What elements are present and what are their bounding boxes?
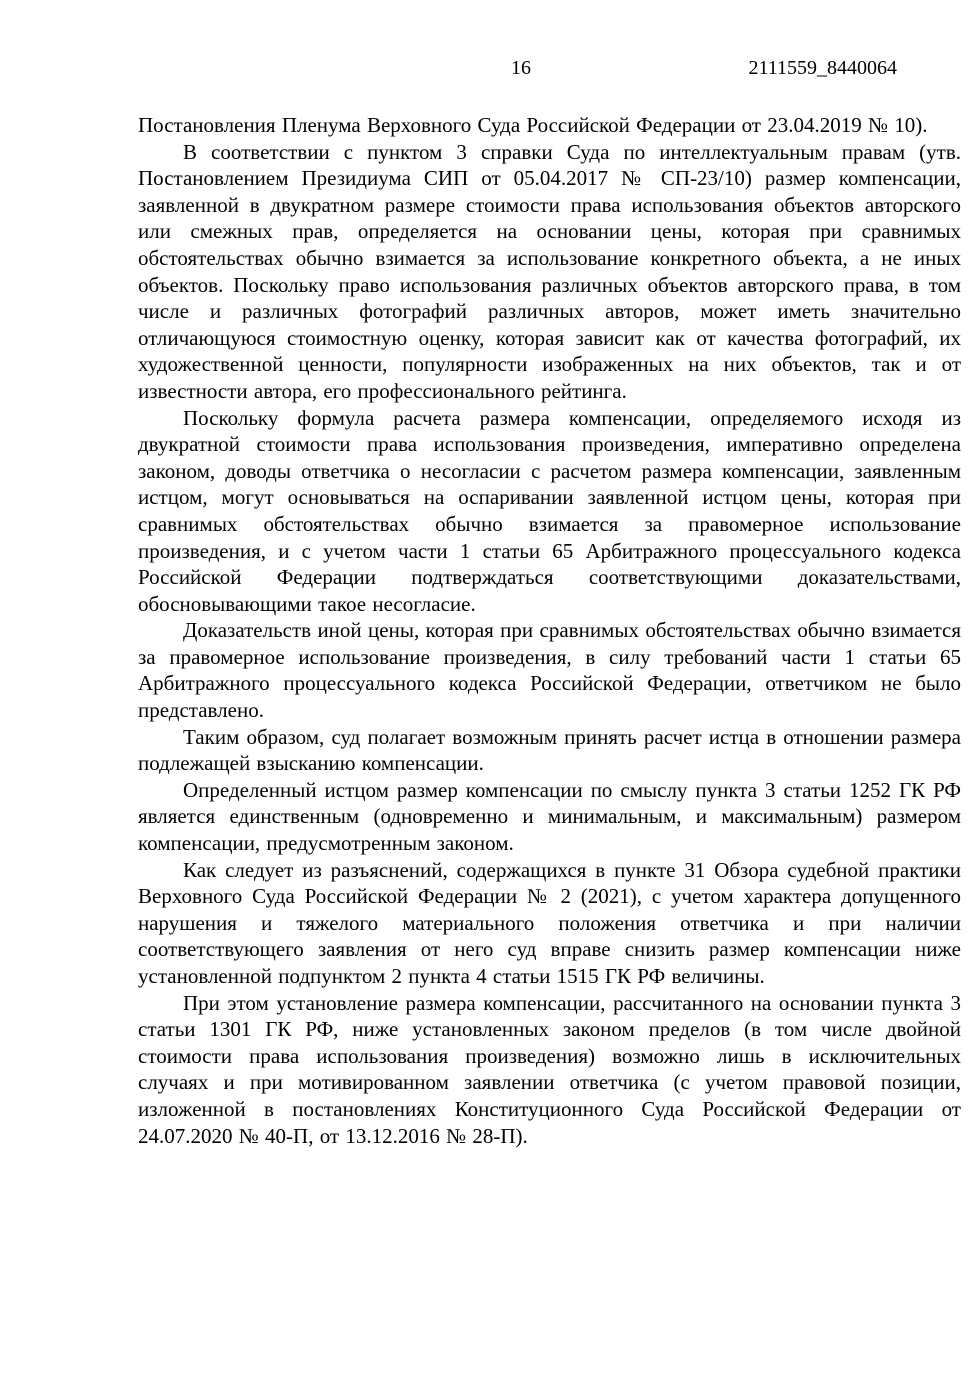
paragraph: Постановления Пленума Верховного Суда Российской Федерации от 23.04.2019 № 10). (138, 113, 928, 137)
paragraph: Поскольку формула расчета размера компенсации, определяемого исходя из двукратной стоимости права использования произведения, императивно определена законом, доводы ответчика о несогласии с расчетом размера компенсации, заявленным истцом, могут основываться на оспаривании заявленной истцом цены, которая при сравнимых обстоятельствах обычно взимается за правомерное использование произведения, и с учетом части 1 статьи 65 Арбитражного процессуального кодекса Российской Федерации подтверждаться соответствующими доказательствами, обосновывающими такое несогласие. (138, 405, 961, 616)
paragraph: При этом установление размера компенсации, рассчитанного на основании пункта 3 статьи 1301 ГК РФ, ниже установленных законом пределов (в том числе двойной стоимости права использования произведения) возможно лишь в исключительных случаях и при мотивированном заявлении ответчика (с учетом правовой позиции, изложенной в постановлениях Конституционного Суда Российской Федерации от 24.07.2020 № 40-П, от 13.12.2016 № 28-П). (138, 990, 961, 1148)
paragraph: Доказательств иной цены, которая при сравнимых обстоятельствах обычно взимается за правомерное использование произведения, в силу требований части 1 статьи 65 Арбитражного процессуального кодекса Российской Федерации, ответчиком не было представлено. (138, 618, 961, 723)
paragraph: Определенный истцом размер компенсации по смыслу пункта 3 статьи 1252 ГК РФ является единственным (одновременно и минимальным, и максимальным) размером компенсации, предусмотренным законом. (138, 777, 961, 856)
paragraph: В соответствии с пунктом 3 справки Суда по интеллектуальным правам (утв. Постановлением Президиума СИП от 05.04.2017 № СП-23/10) размер компенсации, заявленной в двукратном размере стоимости права использования объектов авторского или смежных прав, определяется на основании цены, которая при сравнимых обстоятельствах обычно взимается за использование конкретного объекта, а не иных объектов. Поскольку право использования различных объектов авторского права, в том числе и различных фотографий различных авторов, может иметь значительно отличающуюся стоимостную оценку, которая зависит как от качества фотографий, их художественной ценности, популярности изображенных на них объектов, так и от известности автора, его профессионального рейтинга. (138, 139, 961, 403)
paragraph: Как следует из разъяснений, содержащихся в пункте 31 Обзора судебной практики Верховного Суда Российской Федерации № 2 (2021), с учетом характера допущенного нарушения и тяжелого материального положения ответчика и при наличии соответствующего заявления от него суд вправе снизить размер компенсации ниже установленной подпунктом 2 пункта 4 статьи 1515 ГК РФ величины. (138, 857, 961, 988)
page-header (0, 56, 969, 80)
document-number: 2111559_8440064 (748, 57, 897, 79)
document-body (138, 112, 961, 1149)
page-number: 16 (511, 57, 531, 79)
paragraph: Таким образом, суд полагает возможным принять расчет истца в отношении размера подлежащей взысканию компенсации. (138, 724, 961, 776)
